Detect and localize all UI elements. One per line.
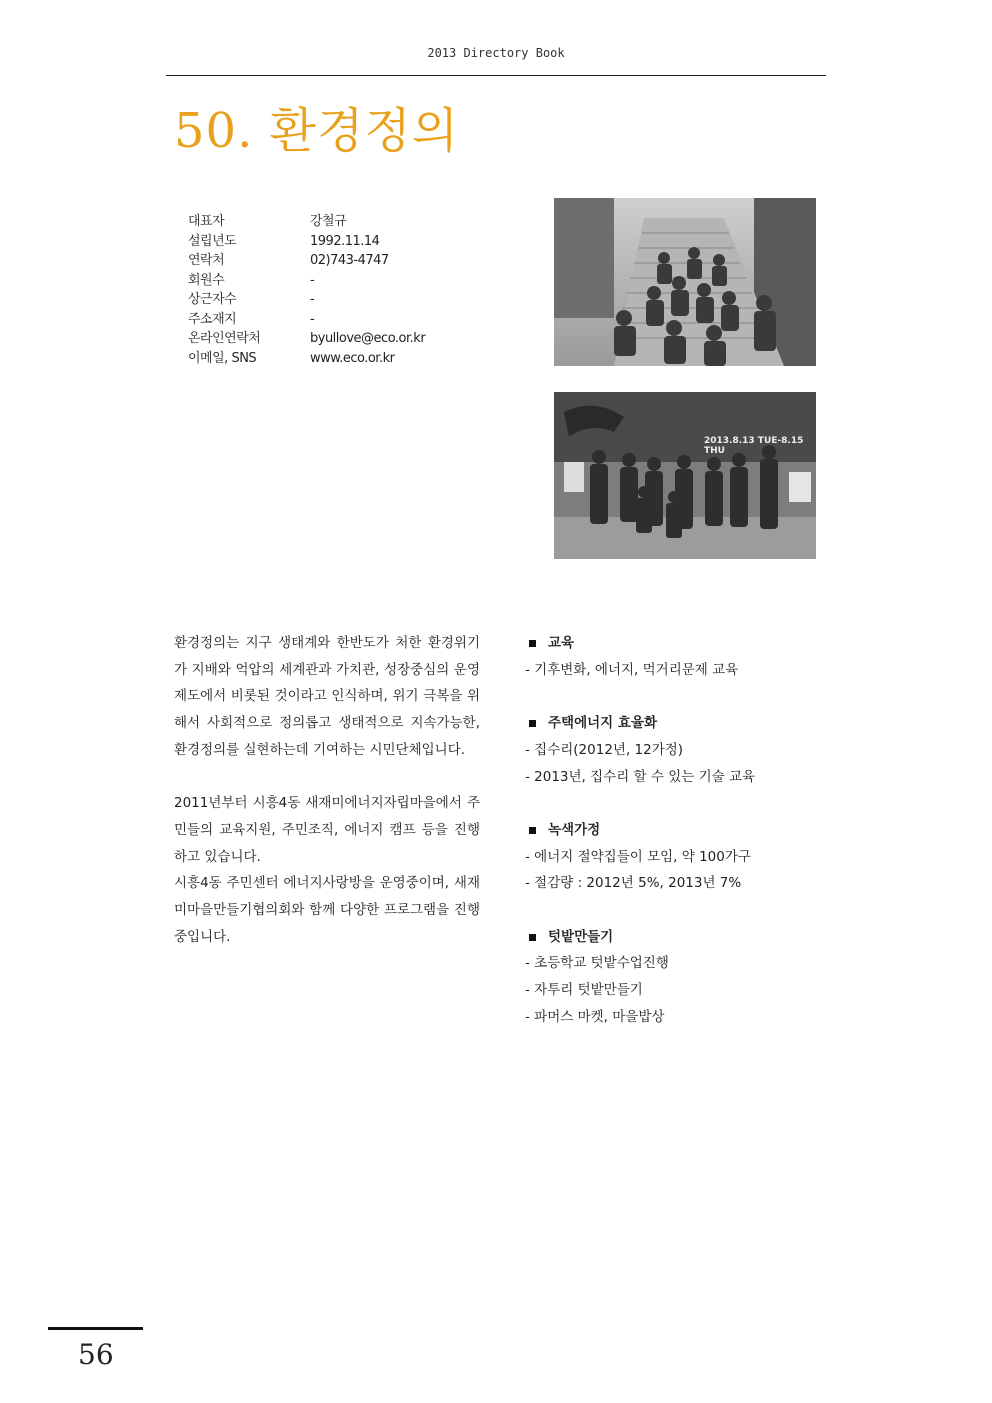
info-value: 02)743-4747 [310, 253, 389, 268]
info-label: 온라인연락처 [188, 331, 261, 346]
info-label: 회원수 [188, 272, 225, 288]
section-heading-text: 교육 [548, 635, 575, 651]
section-item: - 파머스 마켓, 마을밥상 [525, 1008, 665, 1025]
group-photo-stairs [554, 198, 816, 366]
info-value: - [310, 311, 315, 327]
section-item: - 절감량 : 2012년 5%, 2013년 7% [525, 875, 742, 892]
section-heading-text: 텃밭만들기 [548, 928, 614, 945]
info-row [188, 290, 425, 310]
activity-section [525, 710, 825, 790]
page-title: 50. 환경정의 [174, 103, 460, 159]
info-value: - [310, 272, 315, 288]
group-photo-banner [554, 392, 816, 559]
info-row [188, 232, 425, 252]
info-row [188, 329, 425, 349]
section-item: - 에너지 절약집들이 모임, 약 100가구 [525, 848, 751, 865]
section-item: - 집수리(2012년, 12가정) [525, 741, 684, 758]
info-row [188, 251, 425, 271]
info-row [188, 212, 425, 232]
section-heading-text: 주택에너지 효율화 [548, 715, 658, 732]
info-row [188, 349, 425, 369]
description-paragraph: 시흥4동 주민센터 에너지사랑방을 운영중이며, 새재미마을만들기협의회와 함께 다양한 프로그램을 진행중입니다. [174, 875, 480, 945]
info-label: 연락처 [188, 253, 225, 268]
info-value: byullove@eco.or.kr [310, 331, 426, 346]
activity-section [525, 924, 825, 1031]
section-heading [525, 924, 825, 951]
description-paragraph: 환경정의는 지구 생태계와 한반도가 처한 환경위기가 지배와 억압의 세계관과 가치관, 성장중심의 운영제도에서 비롯된 것이라고 인식하며, 위기 극복을 위해서 사회적으로 정의롭고 생태적으로 지속가능한, 환경정의를 실현하는데 기여하는 시민단체입니다. [174, 635, 480, 758]
info-label: 상근자수 [188, 292, 237, 307]
info-label: 주소재지 [188, 311, 237, 327]
section-item: - 자투리 텃밭만들기 [525, 982, 643, 999]
info-value: 강철규 [310, 214, 347, 229]
running-header: 2013 Directory Book [427, 46, 565, 60]
description-paragraph: 2011년부터 시흥4동 새재미에너지자립마을에서 주민들의 교육지원, 주민조직, 에너지 캠프 등을 진행하고 있습니다. [174, 795, 480, 865]
square-bullet-icon [529, 720, 536, 727]
info-table [188, 212, 425, 368]
section-item: - 2013년, 집수리 할 수 있는 기술 교육 [525, 768, 756, 785]
activity-section [525, 817, 825, 897]
info-label: 이메일, SNS [188, 350, 257, 366]
square-bullet-icon [529, 934, 536, 941]
header-rule [166, 75, 826, 76]
description-column [174, 630, 480, 950]
square-bullet-icon [529, 640, 536, 647]
square-bullet-icon [529, 827, 536, 834]
section-heading [525, 817, 825, 844]
info-row [188, 271, 425, 291]
footer-rule [48, 1327, 143, 1330]
info-value: - [310, 292, 315, 307]
section-item: - 기후변화, 에너지, 먹거리문제 교육 [525, 661, 739, 678]
activity-section [525, 630, 825, 683]
activities-column [525, 630, 825, 1057]
info-row [188, 310, 425, 330]
section-heading [525, 630, 825, 657]
banner-text: 2013.8.13 TUE-8.15 THU [704, 436, 804, 456]
section-heading [525, 710, 825, 737]
page-number: 56 [78, 1338, 114, 1371]
section-item: - 초등학교 텃밭수업진행 [525, 955, 669, 972]
section-heading-text: 녹색가정 [548, 821, 601, 838]
info-value: 1992.11.14 [310, 233, 380, 249]
info-label: 설립년도 [188, 233, 237, 249]
info-label: 대표자 [188, 214, 225, 229]
info-value: www.eco.or.kr [310, 350, 395, 366]
